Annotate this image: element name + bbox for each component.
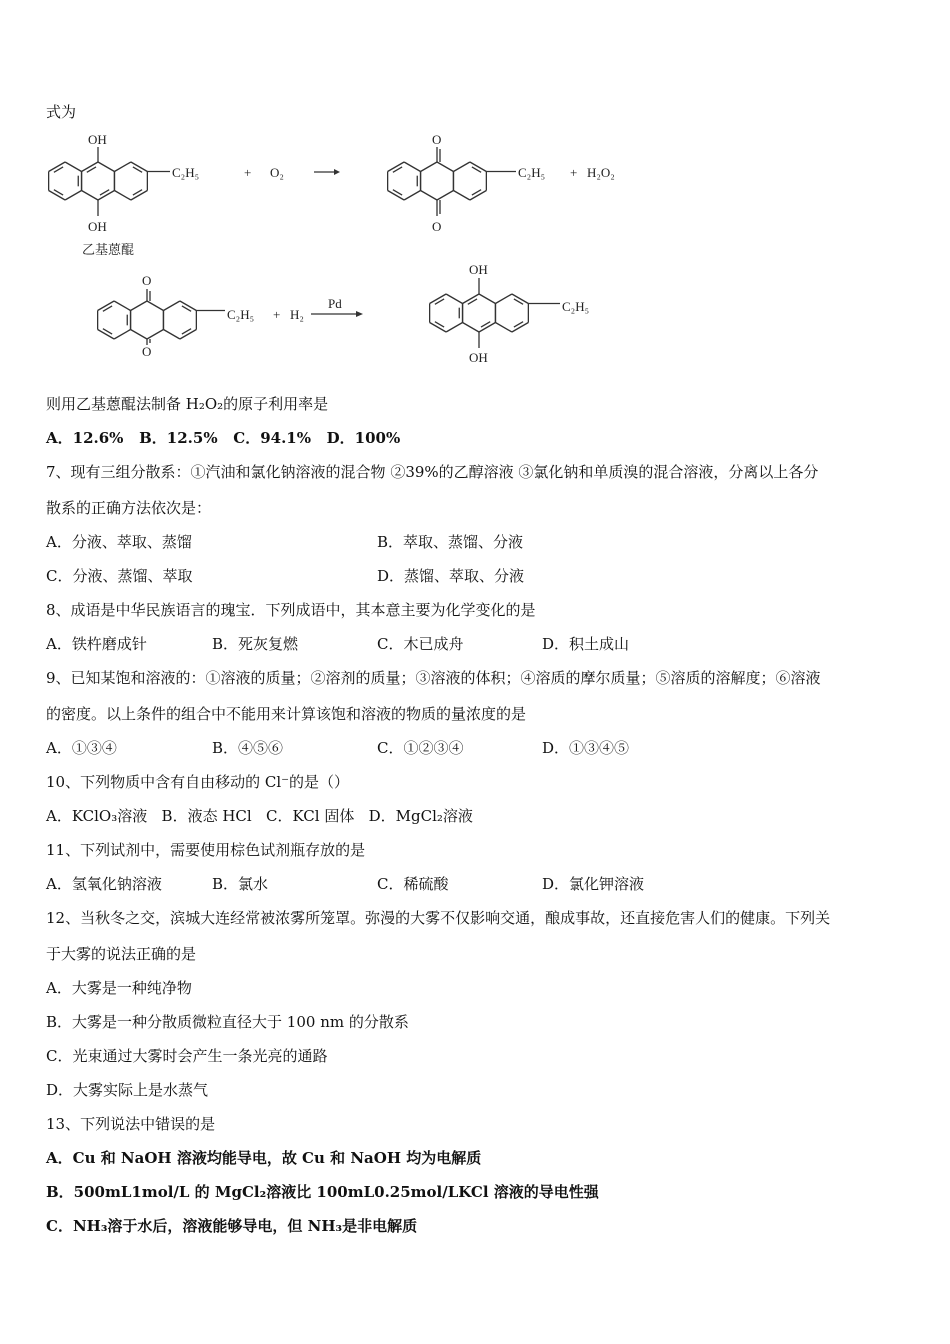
option-b: B．500mL1mol/L 的 MgCl₂溶液比 100mL0.25mol/LKCl 溶液的导电性强 [46,1183,599,1201]
option-a: A．①③④ [46,739,117,757]
oh-label: OH [88,219,107,234]
q6-stem: 则用乙基蒽醌法制备 H₂O₂的原子利用率是 [46,395,329,413]
option-c: C．①②③④ [377,739,464,757]
ethyl-label: C₂H₅ [172,165,200,180]
bond [453,191,469,201]
bond [147,301,163,311]
option-c: C．木已成舟 [377,635,464,653]
h2-label: H₂ [290,307,304,322]
option-b: B．液态 HCl [161,807,252,825]
bond [437,191,453,201]
bond [163,330,179,340]
intro-text: 式为 [46,103,77,121]
option-b: B．④⑤⑥ [212,739,284,757]
bond [421,191,437,201]
q12-stem: 12、当秋冬之交，滨城大连经常被浓雾所笼罩。弥漫的大雾不仅影响交通，酿成事故，还直接危害人们的健康。下列关 [46,909,831,927]
bond [147,330,163,340]
q10-options [46,806,473,826]
compound-label: 乙基蒽醌 [82,243,135,258]
q9-stem: 9、已知某饱和溶液的：①溶液的质量；②溶剂的质量；③溶液的体积；④溶质的摩尔质量；⑤溶质的溶解度；⑥溶液 [46,669,821,687]
bond [114,162,130,172]
bond [446,323,462,333]
option-b: B．氯水 [212,875,269,893]
reaction-diagram [0,0,950,390]
o-label: O [432,219,442,234]
bond [437,162,453,172]
option-c: C．94.1% [233,429,311,447]
o-label: O [142,344,152,359]
option-d: D．氯化钾溶液 [542,875,645,893]
bond [404,162,420,172]
bond [453,162,469,172]
option-c: C．光束通过大雾时会产生一条光亮的通路 [46,1047,328,1065]
option-b: B．萃取、蒸馏、分液 [377,533,524,551]
option-a: A．Cu 和 NaOH 溶液均能导电，故 Cu 和 NaOH 均为电解质 [46,1149,482,1167]
q10-stem: 10、下列物质中含有自由移动的 Cl⁻的是（） [46,773,350,791]
option-c: C．KCl 固体 [266,807,355,825]
arrow-head-icon [356,311,363,317]
catalyst-label: Pd [328,296,342,311]
option-a: A．铁杵磨成针 [46,635,147,653]
bond [131,330,147,340]
q9-stem-cont: 的密度。以上条件的组合中不能用来计算该饱和溶液的物质的量浓度的是 [46,705,527,723]
o-label: O [142,273,152,288]
oxygen-label: O₂ [270,165,284,180]
q8-stem: 8、成语是中华民族语言的瑰宝．下列成语中，其本意主要为化学变化的是 [46,601,536,619]
q12-stem-cont: 于大雾的说法正确的是 [46,945,197,963]
bond [463,323,479,333]
option-d: D．①③④⑤ [542,739,630,757]
q13-stem: 13、下列说法中错误的是 [46,1115,216,1133]
option-a: A．12.6% [46,429,124,447]
option-d: D．大雾实际上是水蒸气 [46,1081,209,1099]
q7-stem-cont: 散系的正确方法依次是： [46,499,212,517]
plus-sign: + [570,165,578,180]
q7-stem: 7、现有三组分散系：①汽油和氯化钠溶液的混合物 ②39%的乙醇溶液 ③氯化钠和单质溴的混合溶液，分离以上各分 [46,463,819,481]
option-c: C．NH₃溶于水后，溶液能够导电，但 NH₃是非电解质 [46,1217,418,1235]
ethyl-label: C₂H₅ [562,299,590,314]
ethyl-label: C₂H₅ [518,165,546,180]
option-a: A．大雾是一种纯净物 [46,979,192,997]
bond [495,323,511,333]
bond [114,301,130,311]
bond [82,191,98,201]
bond [65,191,81,201]
option-a: A．KClO₃溶液 [46,807,148,825]
option-b: B．大雾是一种分散质微粒直径大于 100 nm 的分散系 [46,1013,409,1031]
option-c: C．分液、蒸馏、萃取 [46,567,193,585]
bond [131,301,147,311]
o-label: O [432,132,442,147]
bond [495,294,511,304]
option-b: B．死灰复燃 [212,635,299,653]
option-a: A．氢氧化钠溶液 [46,875,162,893]
bond [114,191,130,201]
bond [404,191,420,201]
oh-label: OH [469,350,488,365]
oh-label: OH [88,132,107,147]
option-b: B．12.5% [139,429,218,447]
option-d: D．积土成山 [542,635,630,653]
q11-stem: 11、下列试剂中，需要使用棕色试剂瓶存放的是 [46,841,366,859]
plus-sign: + [244,165,252,180]
bond [114,330,130,340]
oh-label: OH [469,262,488,277]
ethyl-label: C₂H₅ [227,307,255,322]
plus-sign: + [273,307,281,322]
arrow-head-icon [334,169,340,175]
q6-options [46,428,400,448]
bond [446,294,462,304]
option-c: C．稀硫酸 [377,875,449,893]
bond [65,162,81,172]
option-d: D．MgCl₂溶液 [368,807,473,825]
bond [98,162,114,172]
option-d: D．蒸馏、萃取、分液 [377,567,525,585]
option-d: D．100% [326,429,401,447]
h2o2-label: H₂O₂ [587,165,615,180]
bond [479,294,495,304]
bond [421,162,437,172]
option-a: A．分液、萃取、蒸馏 [46,533,192,551]
bond [163,301,179,311]
